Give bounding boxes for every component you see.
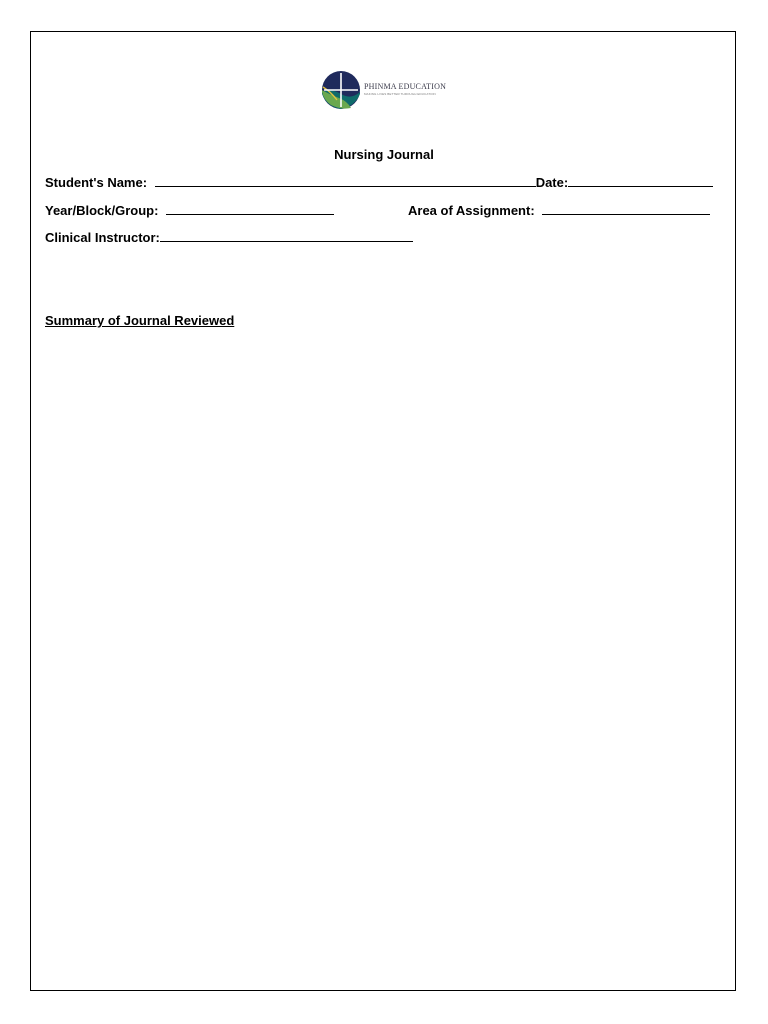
phinma-logo	[321, 70, 446, 110]
phinma-globe-icon	[321, 70, 361, 110]
student-name-row	[45, 175, 713, 190]
clinical-instructor-field[interactable]	[160, 230, 413, 242]
area-of-assignment-row	[408, 203, 710, 218]
clinical-instructor-label: Clinical Instructor:	[45, 230, 160, 245]
area-of-assignment-field[interactable]	[542, 203, 710, 215]
date-field[interactable]	[568, 175, 713, 187]
area-of-assignment-label: Area of Assignment:	[408, 203, 535, 218]
logo-text	[364, 82, 446, 96]
document-title: Nursing Journal	[334, 147, 434, 162]
clinical-instructor-row	[45, 230, 413, 245]
logo-tagline: MAKING LIVES BETTER THROUGH EDUCATION	[364, 92, 436, 96]
summary-heading: Summary of Journal Reviewed	[45, 313, 235, 328]
student-name-label: Student's Name:	[45, 175, 148, 190]
student-name-field[interactable]	[155, 175, 536, 187]
year-block-group-row	[45, 203, 334, 218]
year-block-group-label: Year/Block/Group:	[45, 203, 159, 218]
logo-name: PHINMA EDUCATION	[364, 82, 447, 91]
year-block-group-field[interactable]	[166, 203, 334, 215]
date-label: Date:	[535, 175, 569, 190]
